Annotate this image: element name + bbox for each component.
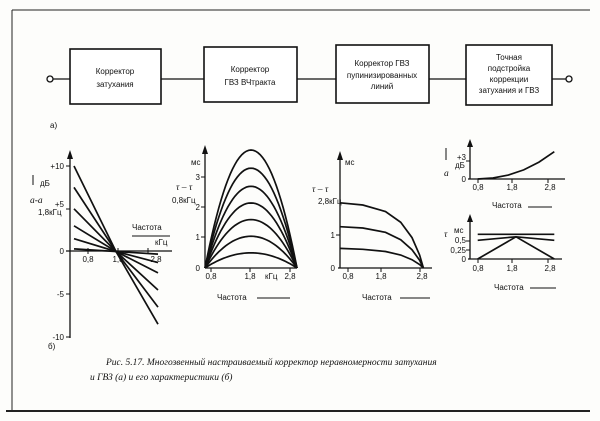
chart1-xtick-1: 0,8 bbox=[82, 255, 94, 264]
chart4-curves bbox=[478, 152, 555, 179]
chart5-xtick-2: 1,8 bbox=[506, 264, 518, 273]
chart3-ytick-1: 0 bbox=[330, 264, 335, 273]
chart1-series-1 bbox=[74, 166, 158, 324]
chart1-curves bbox=[74, 166, 158, 324]
chart3-y-ref-label: 2,8кГц bbox=[318, 197, 342, 206]
chart5-series-3 bbox=[478, 237, 555, 259]
block-hf-delay-corrector bbox=[204, 47, 297, 102]
block-4-line-3: коррекции bbox=[489, 75, 529, 84]
chart4-y-label: a bbox=[444, 169, 449, 179]
chart5-curves bbox=[478, 234, 555, 259]
chart-delay-0-8 bbox=[172, 145, 297, 302]
chart5-ticks bbox=[466, 241, 548, 263]
chart2-unit-label: мс bbox=[191, 158, 201, 167]
chart2-x-unit: кГц bbox=[265, 272, 278, 281]
part-a-label: а) bbox=[50, 121, 58, 130]
chart4-x-label: Частота bbox=[492, 201, 522, 210]
chart4-xtick-1: 0,8 bbox=[472, 183, 484, 192]
chart3-x-label: Частота bbox=[362, 293, 392, 302]
chart3-series-2 bbox=[340, 227, 423, 268]
chart3-series-3 bbox=[340, 248, 423, 268]
block-2-line-1: Корректор bbox=[230, 65, 270, 74]
block-2-line-2: ГВЗ ВЧтракта bbox=[224, 78, 276, 87]
chart3-y-label: τ – τ bbox=[312, 185, 329, 195]
chart-fine-attenuation bbox=[444, 139, 565, 210]
chart4-xtick-3: 2,8 bbox=[544, 183, 556, 192]
chart5-unit-label: мс bbox=[454, 226, 464, 235]
block-4-line-2: подстройка bbox=[487, 64, 531, 73]
block-3-line-1: Корректор ГВЗ bbox=[354, 59, 410, 68]
block-3-line-3: линий bbox=[370, 82, 394, 91]
chart1-ytick-2: +5 bbox=[54, 200, 64, 209]
block-loaded-line-delay-corrector bbox=[336, 45, 429, 103]
chart4-y-arrow bbox=[467, 139, 473, 147]
chart4-xtick-2: 1,8 bbox=[506, 183, 518, 192]
chart2-x-label: Частота bbox=[217, 293, 247, 302]
chart2-y-label: τ – τ bbox=[176, 183, 193, 193]
chart5-xtick-1: 0,8 bbox=[472, 264, 484, 273]
chart-attenuation bbox=[30, 150, 172, 342]
chart1-ytick-4: -5 bbox=[56, 290, 64, 299]
chart2-curves bbox=[205, 150, 297, 268]
chart1-ytick-3: 0 bbox=[59, 247, 64, 256]
chart1-series-2 bbox=[74, 187, 158, 307]
chart3-ticks bbox=[336, 235, 420, 272]
caption-line-1: Рис. 5.17. Многозвенный настраиваемый корректор неравномерности затухания bbox=[106, 358, 437, 368]
chart1-ytick-1: +10 bbox=[50, 162, 64, 171]
chart3-xtick-2: 1,8 bbox=[375, 272, 387, 281]
chart5-y-label: τ bbox=[444, 230, 448, 240]
chart4-unit-label: дБ bbox=[455, 161, 465, 170]
chart1-xtick-2: 1,8 bbox=[112, 255, 124, 264]
chart1-y-arrow bbox=[67, 150, 73, 159]
chart2-y-arrow bbox=[202, 145, 208, 154]
chart3-y-arrow bbox=[337, 151, 343, 160]
block-diagram bbox=[47, 45, 572, 130]
input-terminal bbox=[47, 76, 53, 82]
chart4-series-1 bbox=[478, 152, 555, 179]
chart-delay-2-8 bbox=[312, 151, 432, 302]
chart2-series-3 bbox=[205, 186, 297, 268]
block-attenuation-corrector bbox=[70, 49, 161, 104]
output-terminal bbox=[566, 76, 572, 82]
chart1-ytick-5: -10 bbox=[52, 333, 64, 342]
block-4-line-1: Точная bbox=[496, 53, 522, 62]
chart2-ytick-4: 3 bbox=[195, 173, 200, 182]
chart2-series-7 bbox=[205, 253, 297, 268]
chart1-y-ref-label: 1,8кГц bbox=[38, 208, 62, 217]
chart1-xtick-3: 2,8 bbox=[150, 255, 162, 264]
chart3-xtick-1: 0,8 bbox=[342, 272, 354, 281]
chart4-ytick-2: +3 bbox=[456, 153, 466, 162]
chart-fine-delay bbox=[444, 214, 562, 292]
block-3-line-2: пупинизированных bbox=[346, 71, 418, 80]
chart5-y-arrow bbox=[467, 214, 473, 222]
chart5-xtick-3: 2,8 bbox=[544, 264, 556, 273]
chart2-ytick-2: 1 bbox=[195, 233, 200, 242]
chart2-xtick-1: 0,8 bbox=[205, 272, 217, 281]
chart3-ytick-2: 1 bbox=[330, 231, 335, 240]
chart1-x-unit: кГц bbox=[155, 238, 168, 247]
chart4-ytick-1: 0 bbox=[461, 175, 466, 184]
part-b-label: б) bbox=[48, 342, 56, 351]
block-1-line-2: затухания bbox=[96, 80, 134, 89]
chart5-x-label: Частота bbox=[494, 283, 524, 292]
chart3-unit-label: мс bbox=[345, 158, 355, 167]
chart2-y-ref-label: 0,8кГц bbox=[172, 196, 196, 205]
block-1-line-1: Корректор bbox=[95, 67, 135, 76]
chart1-y-label: а-а bbox=[30, 196, 43, 206]
chart5-ytick-2: 0,25 bbox=[450, 246, 466, 255]
chart1-unit-label: дБ bbox=[40, 179, 50, 188]
chart5-ytick-1: 0 bbox=[461, 255, 466, 264]
chart2-xtick-2: 1,8 bbox=[244, 272, 256, 281]
chart1-x-label: Частота bbox=[132, 223, 162, 232]
block-fine-adjustment bbox=[466, 45, 552, 105]
chart3-series-1 bbox=[340, 203, 423, 268]
chart3-xtick-3: 2,8 bbox=[416, 272, 428, 281]
block-4-line-4: затухания и ГВЗ bbox=[478, 86, 540, 95]
chart2-ytick-1: 0 bbox=[195, 264, 200, 273]
chart5-ytick-3: 0,5 bbox=[454, 236, 466, 245]
caption-line-2: и ГВЗ (а) и его характеристики (б) bbox=[90, 373, 233, 383]
chart2-xtick-3: 2,8 bbox=[284, 272, 296, 281]
chart3-curves bbox=[340, 203, 423, 268]
chart2-ytick-3: 2 bbox=[195, 203, 200, 212]
